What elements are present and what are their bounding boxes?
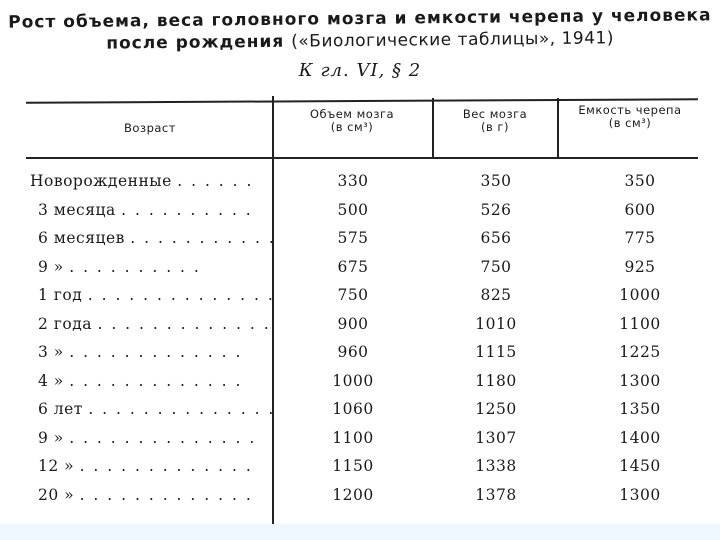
capacity-cell: 1300: [619, 485, 661, 504]
table-row: [0, 400, 720, 428]
title-source: («Биологические таблицы», 1941): [291, 28, 615, 52]
leader-dots: . . . . . . . . . . . . . .: [87, 286, 275, 304]
age-cell: [38, 400, 276, 418]
table-row: [0, 229, 720, 257]
leader-dots: . . . . . . . . . . . . .: [97, 314, 271, 333]
header-capacity-unit: (в см³): [608, 116, 652, 130]
capacity-cell: 775: [624, 229, 656, 247]
age-cell: [38, 201, 276, 219]
volume-cell: 750: [337, 286, 369, 304]
weight-cell: 526: [480, 200, 512, 219]
table-row: [0, 201, 720, 229]
leader-dots: . . . . . .: [177, 172, 254, 190]
weight-cell: 1378: [475, 485, 517, 504]
column-divider-2: [432, 98, 434, 158]
table-row: [0, 286, 720, 314]
header-weight-unit: (в г): [481, 120, 509, 134]
leader-dots: . . . . . . . . . .: [121, 200, 253, 219]
chapter-reference: К гл. VI, § 2: [298, 60, 422, 81]
age-label: 6 месяцев: [38, 229, 125, 247]
volume-cell: 1100: [332, 428, 374, 447]
capacity-cell: 1350: [619, 400, 661, 418]
volume-cell: 1200: [332, 485, 374, 504]
volume-cell: 575: [337, 229, 369, 247]
title-line-2-main: после рождения: [106, 31, 285, 54]
bottom-band: [0, 524, 720, 540]
weight-cell: 1338: [475, 457, 517, 475]
weight-cell: 1307: [475, 428, 517, 447]
age-cell: [30, 172, 268, 190]
volume-cell: 330: [337, 172, 369, 190]
age-cell: [38, 258, 276, 276]
header-capacity: [560, 104, 700, 130]
table-row: [0, 315, 720, 343]
table-row: [0, 457, 720, 485]
capacity-cell: 1000: [619, 286, 661, 304]
column-divider-3: [557, 98, 559, 158]
leader-dots: . . . . . . . . . . . . .: [69, 371, 243, 390]
age-cell: [38, 457, 276, 475]
leader-dots: . . . . . . . . . . . . . .: [69, 428, 257, 447]
leader-dots: . . . . . . . . . . . . .: [79, 485, 253, 504]
age-label: 1 год: [38, 286, 83, 304]
age-label: 9 »: [38, 428, 64, 447]
header-volume-label: Объем мозга: [309, 107, 395, 121]
age-cell: [38, 429, 276, 447]
table-row: [0, 486, 720, 514]
weight-cell: 1250: [475, 400, 517, 418]
leader-dots: . . . . . . . . . . . . .: [69, 343, 243, 361]
leader-dots: . . . . . . . . . . .: [130, 229, 276, 247]
leader-dots: . . . . . . . . . . . . . .: [88, 400, 276, 418]
weight-cell: 750: [480, 257, 512, 276]
weight-cell: 1180: [475, 371, 517, 390]
volume-cell: 500: [337, 200, 369, 219]
age-label: 3 месяца: [38, 200, 116, 219]
volume-cell: 900: [337, 314, 369, 333]
table-row: [0, 372, 720, 400]
weight-cell: 1115: [475, 343, 517, 361]
capacity-cell: 350: [624, 172, 656, 190]
age-cell: [38, 229, 276, 247]
header-volume: [276, 108, 428, 134]
age-cell: [38, 343, 276, 361]
document-title: [0, 4, 720, 56]
age-label: 2 года: [38, 314, 93, 333]
leader-dots: . . . . . . . . . .: [69, 257, 201, 276]
table-row: [0, 343, 720, 371]
volume-cell: 960: [337, 343, 369, 361]
age-label: 3 »: [38, 343, 64, 361]
age-label: 6 лет: [38, 400, 83, 418]
header-age: Возраст: [124, 121, 176, 135]
capacity-cell: 600: [624, 200, 656, 219]
volume-cell: 1000: [332, 371, 374, 390]
header-weight-label: Вес мозга: [462, 107, 528, 121]
volume-cell: 1150: [332, 457, 374, 475]
table-row: [0, 172, 720, 200]
volume-cell: 1060: [332, 400, 374, 418]
capacity-cell: 1450: [619, 457, 661, 475]
age-cell: [38, 286, 276, 304]
age-label: 4 »: [38, 371, 64, 390]
capacity-cell: 925: [624, 257, 656, 276]
table-row: [0, 258, 720, 286]
table-row: [0, 429, 720, 457]
weight-cell: 1010: [475, 314, 517, 333]
leader-dots: . . . . . . . . . . . . .: [79, 457, 253, 475]
age-label: Новорожденные: [30, 172, 172, 190]
age-cell: [38, 315, 276, 333]
capacity-cell: 1100: [619, 314, 661, 333]
age-cell: [38, 372, 276, 390]
table-header-rule: [26, 157, 698, 159]
capacity-cell: 1400: [619, 428, 661, 447]
weight-cell: 350: [480, 172, 512, 190]
header-volume-unit: (в см³): [330, 120, 374, 134]
weight-cell: 656: [480, 229, 512, 247]
capacity-cell: 1225: [619, 343, 661, 361]
age-label: 9 »: [38, 257, 64, 276]
age-cell: [38, 486, 276, 504]
header-weight: [436, 108, 554, 134]
header-capacity-label: Емкость черепа: [578, 103, 682, 117]
volume-cell: 675: [337, 257, 369, 276]
age-label: 20 »: [38, 485, 75, 504]
capacity-cell: 1300: [619, 371, 661, 390]
age-label: 12 »: [38, 457, 75, 475]
title-line-1: Рост объема, веса головного мозга и емкости черепа у человека: [8, 5, 712, 33]
weight-cell: 825: [480, 286, 512, 304]
